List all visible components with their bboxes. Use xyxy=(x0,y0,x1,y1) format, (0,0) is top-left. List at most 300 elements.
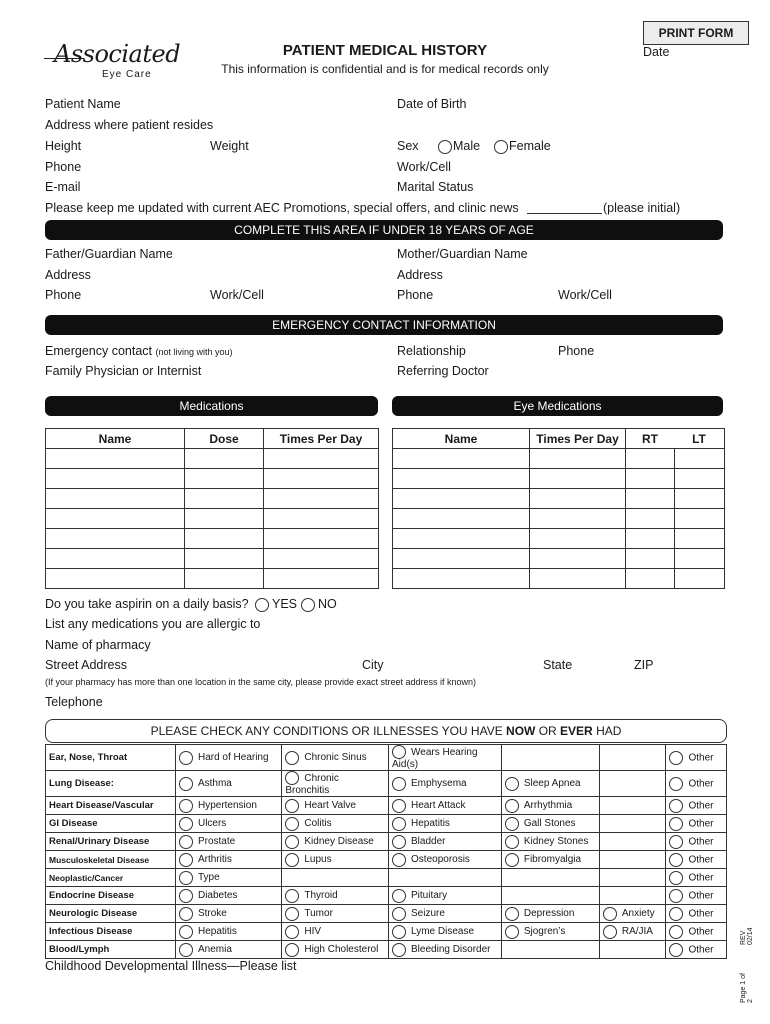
radio-circle[interactable] xyxy=(285,771,299,785)
radio-circle[interactable] xyxy=(392,817,406,831)
guardian-phone-label: Phone xyxy=(45,288,82,302)
radio-circle[interactable] xyxy=(669,777,683,791)
radio-circle[interactable] xyxy=(392,943,406,957)
med-cell[interactable] xyxy=(264,509,379,529)
condition-cell xyxy=(282,771,389,797)
other-label: Other xyxy=(688,836,714,848)
condition-other[interactable] xyxy=(666,833,727,851)
other-label: Other xyxy=(688,908,714,920)
radio-circle[interactable] xyxy=(392,925,406,939)
radio-circle[interactable] xyxy=(392,745,406,759)
conditions-header-post: HAD xyxy=(592,724,622,738)
other-label: Other xyxy=(688,854,714,866)
med-cell[interactable] xyxy=(185,489,264,509)
med-cell[interactable] xyxy=(185,529,264,549)
radio-circle[interactable] xyxy=(179,871,193,885)
radio-circle[interactable] xyxy=(179,835,193,849)
under18-header: COMPLETE THIS AREA IF UNDER 18 YEARS OF AGE xyxy=(45,220,723,240)
condition-label: Asthma xyxy=(197,778,232,790)
eye-cell[interactable] xyxy=(393,449,530,469)
emergency-contact-text: Emergency contact xyxy=(45,344,152,358)
eye-cell[interactable] xyxy=(674,489,725,509)
condition-checkbox[interactable] xyxy=(392,818,450,829)
condition-cell xyxy=(501,815,599,833)
eye-cell[interactable] xyxy=(530,529,626,549)
table-row xyxy=(393,489,725,509)
radio-circle[interactable] xyxy=(179,799,193,813)
condition-cell xyxy=(282,941,389,959)
eye-cell[interactable] xyxy=(674,569,725,589)
eye-cell[interactable] xyxy=(530,469,626,489)
zip-label: ZIP xyxy=(634,658,654,672)
radio-circle[interactable] xyxy=(505,853,519,867)
condition-label: Gall Stones xyxy=(523,818,576,830)
radio-circle[interactable] xyxy=(669,751,683,765)
condition-checkbox[interactable] xyxy=(179,818,226,829)
condition-checkbox[interactable] xyxy=(505,800,572,811)
table-row xyxy=(393,569,725,589)
condition-category: Lung Disease: xyxy=(46,771,176,797)
condition-cell xyxy=(389,745,502,771)
radio-circle[interactable] xyxy=(179,943,193,957)
guardian-address-label: Address xyxy=(45,268,91,282)
radio-circle[interactable] xyxy=(392,889,406,903)
radio-circle[interactable] xyxy=(179,777,193,791)
condition-checkbox[interactable] xyxy=(505,778,581,789)
condition-cell xyxy=(282,905,389,923)
condition-checkbox[interactable] xyxy=(392,778,467,789)
radio-circle[interactable] xyxy=(179,817,193,831)
condition-label: Stroke xyxy=(197,908,227,920)
eye-cell[interactable] xyxy=(626,569,675,589)
emergency-contact-note: (not living with you) xyxy=(155,347,233,357)
condition-cell xyxy=(389,869,502,887)
condition-cell xyxy=(282,923,389,941)
condition-checkbox[interactable] xyxy=(285,818,331,829)
guardian-work-label: Work/Cell xyxy=(210,288,264,302)
med-cell[interactable] xyxy=(185,449,264,469)
condition-checkbox[interactable] xyxy=(392,908,445,919)
condition-checkbox[interactable] xyxy=(505,836,589,847)
condition-cell xyxy=(389,905,502,923)
condition-checkbox[interactable] xyxy=(505,818,576,829)
condition-cell xyxy=(599,887,666,905)
table-row xyxy=(46,815,727,833)
female-radio[interactable] xyxy=(494,139,551,154)
condition-label: Heart Valve xyxy=(304,800,356,812)
eye-cell[interactable] xyxy=(393,529,530,549)
condition-label: Bladder xyxy=(411,836,446,848)
condition-checkbox[interactable] xyxy=(285,944,378,955)
med-cell[interactable] xyxy=(185,509,264,529)
radio-circle[interactable] xyxy=(505,907,519,921)
radio-circle[interactable] xyxy=(669,799,683,813)
condition-cell xyxy=(175,833,281,851)
med-cell[interactable] xyxy=(46,509,185,529)
conditions-header xyxy=(45,719,727,743)
father-label: Father/Guardian Name xyxy=(45,247,173,261)
relationship-label: Relationship xyxy=(397,344,466,358)
condition-cell xyxy=(175,851,281,869)
eye-cell[interactable] xyxy=(626,509,675,529)
eye-cell[interactable] xyxy=(393,469,530,489)
condition-cell xyxy=(599,745,666,771)
radio-circle[interactable] xyxy=(285,889,299,903)
condition-label: Pituitary xyxy=(411,890,448,902)
condition-cell xyxy=(501,851,599,869)
condition-other[interactable] xyxy=(666,869,727,887)
condition-label: Chronic Sinus xyxy=(304,752,367,764)
condition-cell xyxy=(175,771,281,797)
condition-checkbox[interactable] xyxy=(603,926,653,937)
condition-label: Hepatitis xyxy=(411,818,450,830)
radio-circle[interactable] xyxy=(285,817,299,831)
other-label: Other xyxy=(688,944,714,956)
condition-checkbox[interactable] xyxy=(392,836,445,847)
radio-circle[interactable] xyxy=(505,925,519,939)
condition-other[interactable] xyxy=(666,941,727,959)
condition-other[interactable] xyxy=(666,745,727,771)
radio-circle[interactable] xyxy=(285,835,299,849)
med-cell[interactable] xyxy=(46,529,185,549)
eye-cell[interactable] xyxy=(674,509,725,529)
eye-cell[interactable] xyxy=(530,489,626,509)
radio-circle[interactable] xyxy=(505,835,519,849)
aspirin-no-radio[interactable] xyxy=(301,597,337,612)
promo-label: Please keep me updated with current AEC Promotions, special offers, and clinic news xyxy=(45,201,519,215)
marital-status-label: Marital Status xyxy=(397,180,474,194)
condition-cell xyxy=(389,941,502,959)
radio-circle[interactable] xyxy=(669,925,683,939)
eye-cell[interactable] xyxy=(674,529,725,549)
condition-label: Lyme Disease xyxy=(411,926,475,938)
eye-cell[interactable] xyxy=(674,469,725,489)
eye-cell[interactable] xyxy=(626,469,675,489)
eye-cell[interactable] xyxy=(530,449,626,469)
condition-cell xyxy=(599,833,666,851)
condition-checkbox[interactable] xyxy=(285,908,333,919)
condition-checkbox[interactable] xyxy=(392,854,470,865)
condition-label: HIV xyxy=(304,926,322,938)
eye-cell[interactable] xyxy=(393,489,530,509)
page-label: Page 1 of 2 xyxy=(740,973,754,1003)
eye-cell[interactable] xyxy=(626,449,675,469)
condition-checkbox[interactable] xyxy=(392,890,447,901)
condition-label: Bleeding Disorder xyxy=(411,944,491,956)
radio-circle[interactable] xyxy=(179,889,193,903)
height-label: Height xyxy=(45,139,82,153)
condition-checkbox[interactable] xyxy=(179,890,237,901)
med-cell[interactable] xyxy=(264,529,379,549)
radio-circle[interactable] xyxy=(669,943,683,957)
radio-circle[interactable] xyxy=(285,799,299,813)
weight-label: Weight xyxy=(210,139,249,153)
condition-checkbox[interactable] xyxy=(392,944,491,955)
eye-cell[interactable] xyxy=(530,569,626,589)
condition-other[interactable] xyxy=(666,797,727,815)
other-label: Other xyxy=(688,890,714,902)
conditions-now: NOW xyxy=(506,724,536,738)
condition-checkbox[interactable] xyxy=(285,926,321,937)
aspirin-no-label: NO xyxy=(318,597,337,611)
radio-circle[interactable] xyxy=(285,751,299,765)
med-cell[interactable] xyxy=(264,569,379,589)
condition-checkbox[interactable] xyxy=(179,836,235,847)
med-col-times: Times Per Day xyxy=(264,429,379,449)
radio-circle[interactable] xyxy=(669,835,683,849)
table-row xyxy=(46,529,379,549)
emergency-contact-label xyxy=(45,344,233,358)
condition-cell xyxy=(389,887,502,905)
condition-label: Osteoporosis xyxy=(411,854,470,866)
eye-cell[interactable] xyxy=(626,549,675,569)
condition-cell xyxy=(501,869,599,887)
condition-checkbox[interactable] xyxy=(392,926,474,937)
condition-checkbox[interactable] xyxy=(505,908,575,919)
condition-cell xyxy=(282,851,389,869)
table-row xyxy=(46,887,727,905)
condition-cell xyxy=(389,833,502,851)
table-row xyxy=(393,509,725,529)
table-row xyxy=(46,489,379,509)
aspirin-yes-radio[interactable] xyxy=(255,597,297,612)
condition-checkbox[interactable] xyxy=(392,747,478,770)
condition-cell xyxy=(501,941,599,959)
radio-circle[interactable] xyxy=(505,799,519,813)
condition-label: Chronic Bronchitis xyxy=(285,772,339,796)
condition-category: Neurologic Disease xyxy=(46,905,176,923)
eye-cell[interactable] xyxy=(393,569,530,589)
radio-circle[interactable] xyxy=(669,853,683,867)
condition-other[interactable] xyxy=(666,887,727,905)
mother-label: Mother/Guardian Name xyxy=(397,247,528,261)
med-cell[interactable] xyxy=(46,489,185,509)
condition-other[interactable] xyxy=(666,851,727,869)
guardian2-address-label: Address xyxy=(397,268,443,282)
med-cell[interactable] xyxy=(185,469,264,489)
condition-cell xyxy=(599,797,666,815)
condition-checkbox[interactable] xyxy=(285,800,356,811)
radio-circle[interactable] xyxy=(285,943,299,957)
condition-label: Sjogren’s xyxy=(523,926,566,938)
radio-circle[interactable] xyxy=(392,799,406,813)
condition-label: Diabetes xyxy=(197,890,238,902)
condition-other[interactable] xyxy=(666,905,727,923)
condition-category: Blood/Lymph xyxy=(46,941,176,959)
condition-cell xyxy=(282,797,389,815)
radio-circle[interactable] xyxy=(603,925,617,939)
condition-category: GI Disease xyxy=(46,815,176,833)
radio-circle[interactable] xyxy=(392,835,406,849)
med-cell[interactable] xyxy=(264,449,379,469)
condition-label: Hypertension xyxy=(197,800,257,812)
condition-cell xyxy=(175,797,281,815)
condition-cell xyxy=(599,851,666,869)
condition-category: Musculoskeletal Disease xyxy=(46,851,176,869)
table-row xyxy=(46,745,727,771)
condition-label: Anxiety xyxy=(621,908,655,920)
eye-cell[interactable] xyxy=(393,509,530,529)
allergic-label: List any medications you are allergic to xyxy=(45,617,261,631)
radio-circle[interactable] xyxy=(669,871,683,885)
condition-label: Wears Hearing Aid(s) xyxy=(392,746,478,770)
med-cell[interactable] xyxy=(185,549,264,569)
condition-cell xyxy=(282,833,389,851)
radio-circle[interactable] xyxy=(179,751,193,765)
table-row xyxy=(46,833,727,851)
print-form-button[interactable]: PRINT FORM xyxy=(643,21,749,45)
condition-checkbox[interactable] xyxy=(179,854,232,865)
condition-label: Emphysema xyxy=(411,778,467,790)
condition-checkbox[interactable] xyxy=(179,944,232,955)
other-label: Other xyxy=(688,778,714,790)
radio-circle[interactable] xyxy=(285,925,299,939)
eye-cell[interactable] xyxy=(674,449,725,469)
eye-cell[interactable] xyxy=(674,549,725,569)
sex-label: Sex xyxy=(397,139,419,153)
med-cell[interactable] xyxy=(185,569,264,589)
eye-cell[interactable] xyxy=(626,489,675,509)
eye-cell[interactable] xyxy=(530,509,626,529)
childhood-label: Childhood Developmental Illness—Please list xyxy=(45,959,297,973)
table-row xyxy=(393,529,725,549)
condition-checkbox[interactable] xyxy=(392,800,465,811)
condition-cell xyxy=(282,745,389,771)
radio-circle[interactable] xyxy=(669,817,683,831)
state-label: State xyxy=(543,658,573,672)
condition-label: Ulcers xyxy=(197,818,227,830)
condition-cell xyxy=(599,923,666,941)
condition-label: Hepatitis xyxy=(197,926,237,938)
condition-cell xyxy=(175,745,281,771)
radio-circle[interactable] xyxy=(392,853,406,867)
eye-col-rt: RT xyxy=(626,429,675,449)
eye-col-times: Times Per Day xyxy=(530,429,626,449)
med-cell[interactable] xyxy=(264,489,379,509)
eye-cell[interactable] xyxy=(393,549,530,569)
condition-label: Seizure xyxy=(411,908,445,920)
physician-label: Family Physician or Internist xyxy=(45,364,202,378)
radio-circle[interactable] xyxy=(603,907,617,921)
condition-cell xyxy=(501,833,599,851)
radio-circle[interactable] xyxy=(669,907,683,921)
other-label: Other xyxy=(688,818,714,830)
eye-cell[interactable] xyxy=(626,529,675,549)
condition-checkbox[interactable] xyxy=(505,926,566,937)
condition-checkbox[interactable] xyxy=(285,836,373,847)
condition-other[interactable] xyxy=(666,771,727,797)
radio-circle[interactable] xyxy=(505,777,519,791)
table-row xyxy=(46,771,727,797)
logo-subtext: Eye Care xyxy=(102,69,152,80)
condition-checkbox[interactable] xyxy=(505,854,581,865)
condition-cell xyxy=(599,869,666,887)
male-radio[interactable] xyxy=(438,139,480,154)
condition-checkbox[interactable] xyxy=(179,872,220,883)
condition-cell xyxy=(282,887,389,905)
radio-circle[interactable] xyxy=(285,907,299,921)
condition-cell xyxy=(175,815,281,833)
med-cell[interactable] xyxy=(46,469,185,489)
conditions-table xyxy=(45,744,727,959)
med-cell[interactable] xyxy=(264,549,379,569)
page-subtitle: This information is confidential and is for medical records only xyxy=(221,62,549,76)
condition-other[interactable] xyxy=(666,815,727,833)
med-cell[interactable] xyxy=(46,549,185,569)
condition-cell xyxy=(501,887,599,905)
condition-label: Lupus xyxy=(304,854,332,866)
eye-col-name: Name xyxy=(393,429,530,449)
condition-other[interactable] xyxy=(666,923,727,941)
table-row xyxy=(393,469,725,489)
condition-checkbox[interactable] xyxy=(179,800,257,811)
condition-checkbox[interactable] xyxy=(285,890,337,901)
table-row xyxy=(393,549,725,569)
condition-label: Hard of Hearing xyxy=(197,752,269,764)
condition-cell xyxy=(389,797,502,815)
condition-category: Endocrine Disease xyxy=(46,887,176,905)
radio-circle[interactable] xyxy=(179,925,193,939)
condition-cell xyxy=(599,941,666,959)
medications-header: Medications xyxy=(45,396,378,416)
condition-checkbox[interactable] xyxy=(285,854,331,865)
radio-circle[interactable] xyxy=(179,907,193,921)
promo-initial-field[interactable] xyxy=(527,213,602,214)
condition-checkbox[interactable] xyxy=(179,908,227,919)
condition-checkbox[interactable] xyxy=(603,908,655,919)
table-row xyxy=(393,449,725,469)
eye-cell[interactable] xyxy=(530,549,626,569)
condition-label: Thyroid xyxy=(304,890,338,902)
dob-label: Date of Birth xyxy=(397,97,467,111)
med-cell[interactable] xyxy=(46,569,185,589)
condition-checkbox[interactable] xyxy=(179,926,237,937)
radio-circle[interactable] xyxy=(392,907,406,921)
table-row xyxy=(46,797,727,815)
condition-checkbox[interactable] xyxy=(179,778,232,789)
promo-initial-label: (please initial) xyxy=(603,201,681,215)
referring-label: Referring Doctor xyxy=(397,364,489,378)
logo-wordmark: Associated xyxy=(54,40,181,68)
condition-cell xyxy=(501,797,599,815)
med-cell[interactable] xyxy=(46,449,185,469)
condition-label: Heart Attack xyxy=(411,800,466,812)
eye-medications-header: Eye Medications xyxy=(392,396,723,416)
condition-checkbox[interactable] xyxy=(285,773,338,796)
condition-category: Ear, Nose, Throat xyxy=(46,745,176,771)
condition-checkbox[interactable] xyxy=(285,752,366,763)
condition-cell xyxy=(282,815,389,833)
condition-label: Arthritis xyxy=(197,854,232,866)
phone-label: Phone xyxy=(45,160,82,174)
radio-circle[interactable] xyxy=(285,853,299,867)
radio-circle[interactable] xyxy=(179,853,193,867)
radio-circle[interactable] xyxy=(505,817,519,831)
table-row xyxy=(46,449,379,469)
emergency-phone-label: Phone xyxy=(558,344,595,358)
eye-medications-table xyxy=(392,428,725,589)
eye-col-lt: LT xyxy=(674,429,725,449)
radio-circle[interactable] xyxy=(392,777,406,791)
email-label: E-mail xyxy=(45,180,81,194)
telephone-label: Telephone xyxy=(45,695,103,709)
med-cell[interactable] xyxy=(264,469,379,489)
condition-checkbox[interactable] xyxy=(179,752,269,763)
condition-category: Heart Disease/Vascular xyxy=(46,797,176,815)
radio-circle[interactable] xyxy=(669,889,683,903)
med-col-name: Name xyxy=(46,429,185,449)
condition-cell xyxy=(175,941,281,959)
